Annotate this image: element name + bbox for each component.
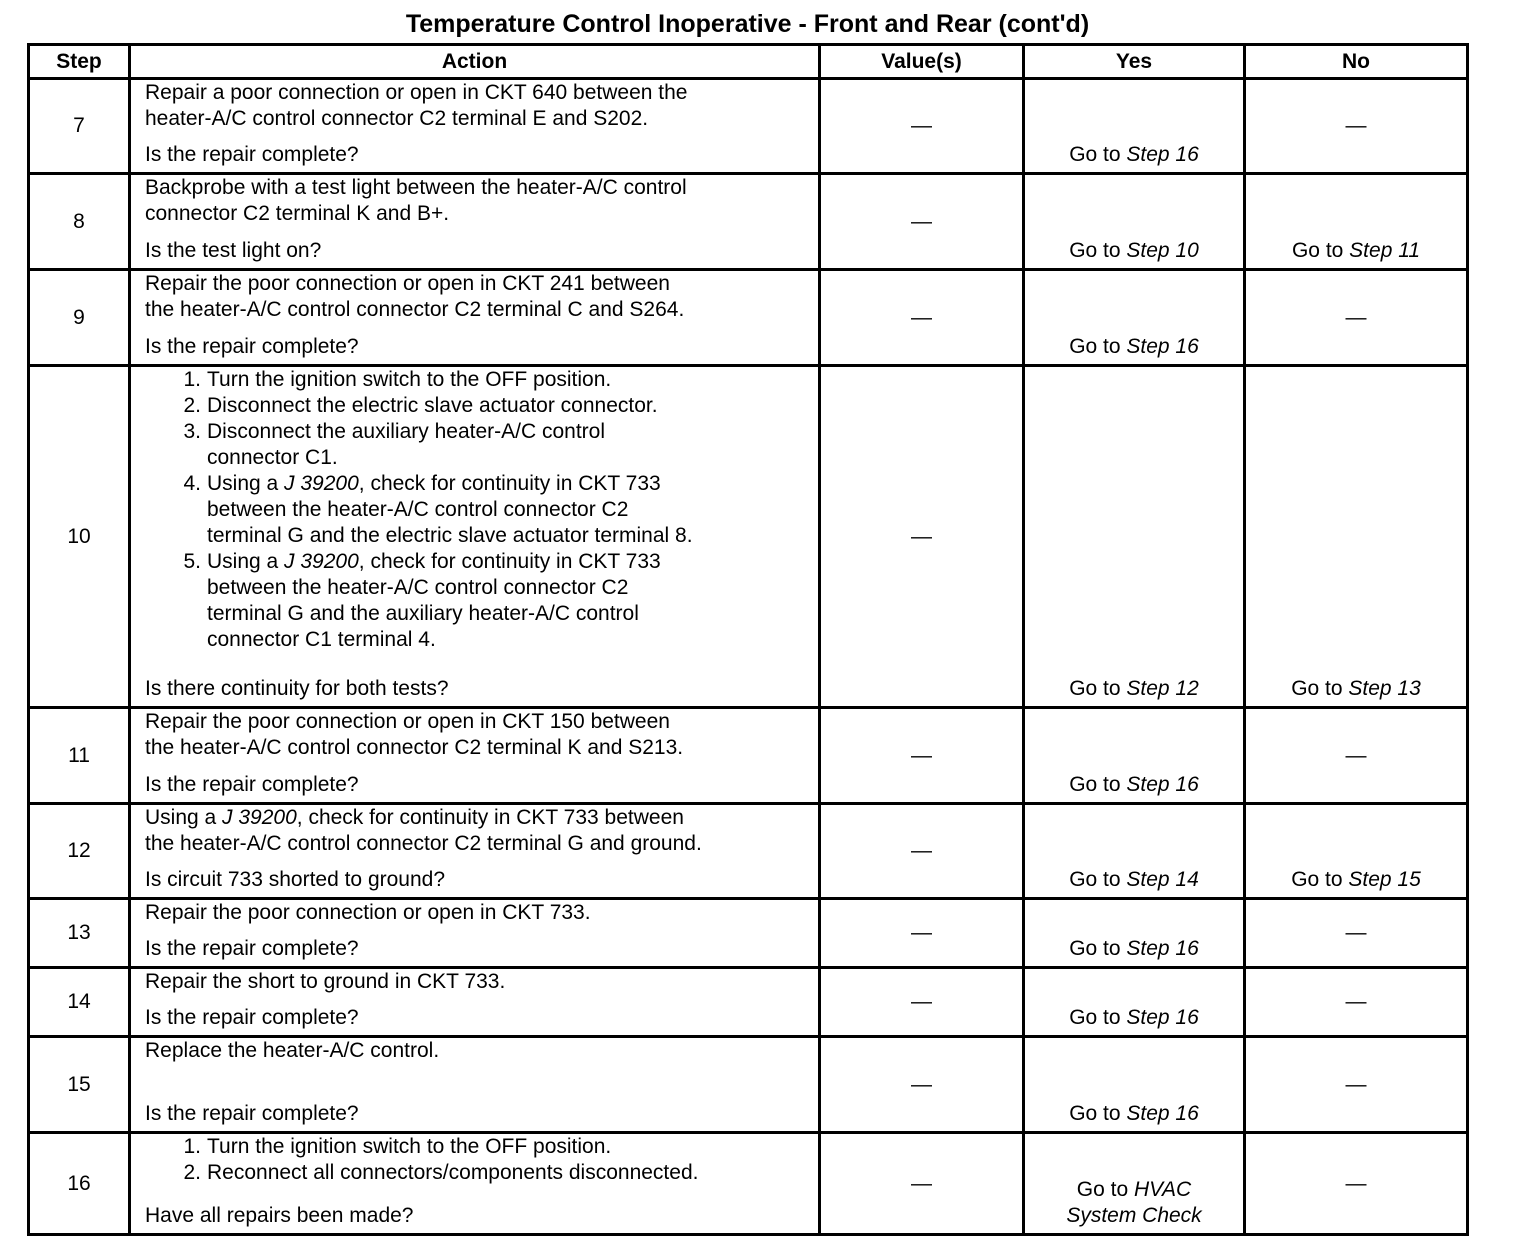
text-run: Go to: [1069, 1102, 1127, 1125]
reference-text: Step 16: [1126, 1006, 1199, 1029]
list-number: 2.: [183, 1161, 201, 1184]
list-line: [207, 627, 661, 653]
text-run: Disconnect the auxiliary heater-A/C control: [207, 420, 606, 443]
list-text: [207, 549, 661, 653]
text-run: Turn the ignition switch to the OFF position.: [207, 368, 612, 391]
text-run: the heater-A/C control connector C2 terminal G and ground.: [145, 832, 702, 855]
text-run: —: [1345, 990, 1367, 1013]
table-row: [29, 899, 1468, 968]
action-instructions: [145, 175, 806, 227]
action-cell: [130, 804, 820, 899]
action-question: Is the repair complete?: [145, 773, 359, 796]
text-run: —: [1345, 114, 1367, 137]
action-line: [145, 297, 806, 323]
header-no: No: [1245, 45, 1468, 79]
list-text: [207, 393, 658, 419]
action-content: [145, 271, 806, 364]
action-content: [145, 80, 806, 172]
table-row: [29, 270, 1468, 366]
table-row: [29, 366, 1468, 708]
text-run: Reconnect all connectors/components disconnected.: [207, 1161, 699, 1184]
yes-cell: [1024, 366, 1245, 708]
header-row: [29, 45, 1468, 79]
list-line: [207, 419, 605, 445]
list-text: [207, 419, 605, 471]
action-list-item: [145, 1160, 806, 1186]
reference-text: Step 16: [1126, 773, 1199, 796]
header-action: Action: [130, 45, 820, 79]
action-question: Is the repair complete?: [145, 143, 359, 166]
text-run: Go to: [1069, 773, 1127, 796]
text-run: Repair the short to ground in CKT 733.: [145, 970, 506, 993]
list-line: [207, 1160, 698, 1186]
text-run: heater-A/C control connector C2 terminal E and S202.: [145, 107, 649, 130]
action-cell: [130, 174, 820, 270]
action-question: Is the repair complete?: [145, 937, 359, 960]
reference-text: Step 14: [1126, 868, 1199, 891]
yes-cell: [1024, 968, 1245, 1037]
reference-text: Step 10: [1126, 239, 1199, 262]
action-question: Have all repairs been made?: [145, 1204, 414, 1227]
page-title: Temperature Control Inoperative - Front and Rear (cont'd): [405, 10, 1090, 38]
reference-text: J 39200: [284, 550, 359, 573]
no-cell: [1245, 899, 1468, 968]
reference-text: Step 16: [1126, 143, 1199, 166]
text-run: —: [1345, 1072, 1367, 1096]
text-run: connector C1 terminal 4.: [207, 628, 436, 651]
text-run: Go to: [1069, 677, 1127, 700]
no-cell: [1245, 79, 1468, 174]
text-run: Go to: [1069, 143, 1127, 166]
text-run: Go to: [1069, 335, 1127, 358]
text-run: Go to: [1069, 239, 1127, 262]
header-yes: Yes: [1024, 45, 1245, 79]
action-content: [145, 969, 806, 1035]
reference-text: Step 16: [1126, 335, 1199, 358]
text-run: Go to: [1069, 1006, 1127, 1029]
text-run: , check for continuity in CKT 733: [358, 472, 661, 495]
action-cell: [130, 1133, 820, 1235]
value-cell: —: [820, 79, 1024, 174]
text-run: Go to: [1291, 239, 1350, 262]
value-cell: —: [820, 899, 1024, 968]
action-line: [145, 735, 806, 761]
action-instructions: [145, 271, 806, 323]
step-number: 15: [29, 1037, 130, 1133]
text-run: Turn the ignition switch to the OFF position.: [207, 1135, 612, 1158]
action-line: [145, 106, 806, 132]
yes-cell: [1024, 804, 1245, 899]
list-number: 1.: [183, 1135, 201, 1158]
no-cell: [1245, 1133, 1468, 1235]
step-number: 13: [29, 899, 130, 968]
table-row: [29, 79, 1468, 174]
action-content: [145, 175, 806, 268]
diagnostic-table: [27, 43, 1469, 1236]
action-list-item: [145, 393, 806, 419]
reference-text: Step 13: [1348, 677, 1421, 700]
text-run: the heater-A/C control connector C2 terminal C and S264.: [145, 298, 685, 321]
text-run: connector C2 terminal K and B+.: [145, 202, 450, 225]
action-content: [145, 900, 806, 966]
action-line: [145, 271, 806, 297]
yes-cell: [1024, 79, 1245, 174]
no-cell: [1245, 1037, 1468, 1133]
action-line: [145, 969, 806, 995]
no-cell: [1245, 174, 1468, 270]
list-number: 1.: [183, 368, 201, 391]
action-cell: [130, 270, 820, 366]
action-instructions: [145, 900, 806, 926]
action-content: [145, 709, 806, 802]
text-run: Go to: [1291, 868, 1349, 891]
action-line: [145, 201, 806, 227]
text-run: Backprobe with a test light between the heater-A/C control: [145, 176, 687, 199]
list-line: [207, 575, 661, 601]
step-number: 9: [29, 270, 130, 366]
reference-text: Step 16: [1126, 937, 1199, 960]
action-line: [145, 175, 806, 201]
text-run: Repair a poor connection or open in CKT 640 between the: [145, 81, 688, 104]
text-run: terminal G and the auxiliary heater-A/C control: [207, 602, 639, 625]
step-number: 8: [29, 174, 130, 270]
text-run: Go to: [1069, 937, 1127, 960]
text-run: Go to: [1076, 1178, 1134, 1201]
yes-cell: [1024, 1037, 1245, 1133]
action-question: Is circuit 733 shorted to ground?: [145, 868, 446, 891]
text-run: Replace the heater-A/C control.: [145, 1039, 440, 1062]
step-number: 11: [29, 708, 130, 804]
no-cell: [1245, 270, 1468, 366]
action-instructions: [145, 1134, 806, 1186]
action-instructions: [145, 1038, 806, 1064]
action-cell: [130, 708, 820, 804]
step-number: 12: [29, 804, 130, 899]
yes-cell: [1024, 899, 1245, 968]
text-run: —: [1345, 305, 1367, 329]
yes-cell: [1024, 174, 1245, 270]
step-number: 7: [29, 79, 130, 174]
text-run: Repair the poor connection or open in CKT 241 between: [145, 272, 670, 295]
list-number: 5.: [183, 550, 201, 573]
action-list-item: [145, 1134, 806, 1160]
table-row: [29, 1037, 1468, 1133]
action-instructions: [145, 709, 806, 761]
reference-text: System Check: [1066, 1204, 1202, 1227]
list-line: [207, 445, 605, 471]
text-run: —: [1345, 743, 1367, 767]
action-line: [145, 900, 806, 926]
text-run: terminal G and the electric slave actuator terminal 8.: [207, 524, 693, 547]
reference-text: Step 11: [1349, 239, 1421, 262]
text-run: between the heater-A/C control connector C2: [207, 498, 629, 521]
text-run: Using a: [207, 550, 285, 573]
action-question: Is the repair complete?: [145, 1006, 359, 1029]
yes-cell: [1024, 708, 1245, 804]
text-run: Repair the poor connection or open in CKT 150 between: [145, 710, 670, 733]
action-cell: [130, 1037, 820, 1133]
text-run: Using a: [145, 806, 223, 829]
action-instructions: [145, 969, 806, 995]
action-cell: [130, 366, 820, 708]
action-list-item: [145, 367, 806, 393]
reference-text: J 39200: [284, 472, 359, 495]
action-cell: [130, 968, 820, 1037]
list-number: 2.: [183, 394, 201, 417]
list-text: [207, 1160, 698, 1186]
no-cell: [1245, 804, 1468, 899]
action-line: [145, 80, 806, 106]
list-number: 3.: [183, 420, 201, 443]
reference-text: HVAC: [1134, 1178, 1192, 1201]
list-line: [207, 393, 658, 419]
table-row: [29, 968, 1468, 1037]
action-question: Is there continuity for both tests?: [145, 677, 449, 700]
no-cell: [1245, 708, 1468, 804]
header-step: Step: [29, 45, 130, 79]
list-line: [207, 601, 661, 627]
action-content: [145, 367, 806, 706]
action-cell: [130, 79, 820, 174]
action-list-item: [145, 419, 806, 471]
yes-cell: [1024, 270, 1245, 366]
text-run: Go to: [1069, 868, 1127, 891]
reference-text: J 39200: [222, 806, 297, 829]
text-run: , check for continuity in CKT 733: [358, 550, 661, 573]
text-run: connector C1.: [207, 446, 338, 469]
text-run: Using a: [207, 472, 285, 495]
yes-cell: [1024, 1133, 1245, 1235]
reference-text: Step 16: [1126, 1102, 1199, 1125]
text-run: —: [1345, 921, 1367, 944]
action-question: Is the repair complete?: [145, 335, 359, 358]
action-list-item: [145, 471, 806, 549]
list-line: [207, 367, 611, 393]
table-row: [29, 708, 1468, 804]
action-line: [145, 805, 806, 831]
text-run: Go to: [1291, 677, 1349, 700]
reference-text: Step 15: [1348, 868, 1421, 891]
action-cell: [130, 899, 820, 968]
step-number: 16: [29, 1133, 130, 1235]
value-cell: —: [820, 804, 1024, 899]
action-line: [145, 709, 806, 735]
text-run: Repair the poor connection or open in CKT 733.: [145, 901, 591, 924]
step-number: 10: [29, 366, 130, 708]
value-cell: —: [820, 366, 1024, 708]
action-list-item: [145, 549, 806, 653]
action-instructions: [145, 367, 806, 653]
value-cell: —: [820, 1037, 1024, 1133]
value-cell: —: [820, 1133, 1024, 1235]
list-text: [207, 367, 611, 393]
table-row: [29, 174, 1468, 270]
value-cell: —: [820, 708, 1024, 804]
action-question: Is the repair complete?: [145, 1102, 359, 1125]
list-text: [207, 471, 693, 549]
step-number: 14: [29, 968, 130, 1037]
no-cell: [1245, 968, 1468, 1037]
list-line: [207, 523, 693, 549]
text-run: , check for continuity in CKT 733 between: [296, 806, 684, 829]
header-values: Value(s): [820, 45, 1024, 79]
list-number: 4.: [183, 472, 201, 495]
text-run: between the heater-A/C control connector C2: [207, 576, 629, 599]
text-run: Disconnect the electric slave actuator connector.: [207, 394, 658, 417]
value-cell: —: [820, 968, 1024, 1037]
no-cell: [1245, 366, 1468, 708]
action-instructions: [145, 805, 806, 857]
list-line: [207, 549, 661, 575]
text-run: the heater-A/C control connector C2 terminal K and S213.: [145, 736, 684, 759]
action-content: [145, 1134, 806, 1233]
table-row: [29, 804, 1468, 899]
list-line: [207, 471, 693, 497]
table-row: [29, 1133, 1468, 1235]
action-question: Is the test light on?: [145, 239, 322, 262]
action-content: [145, 1038, 806, 1131]
list-text: [207, 1134, 611, 1160]
list-line: [207, 497, 693, 523]
text-run: —: [1345, 1171, 1367, 1195]
list-line: [207, 1134, 611, 1160]
value-cell: —: [820, 270, 1024, 366]
action-content: [145, 805, 806, 897]
reference-text: Step 12: [1126, 677, 1199, 700]
action-line: [145, 1038, 806, 1064]
action-line: [145, 831, 806, 857]
action-instructions: [145, 80, 806, 132]
value-cell: —: [820, 174, 1024, 270]
